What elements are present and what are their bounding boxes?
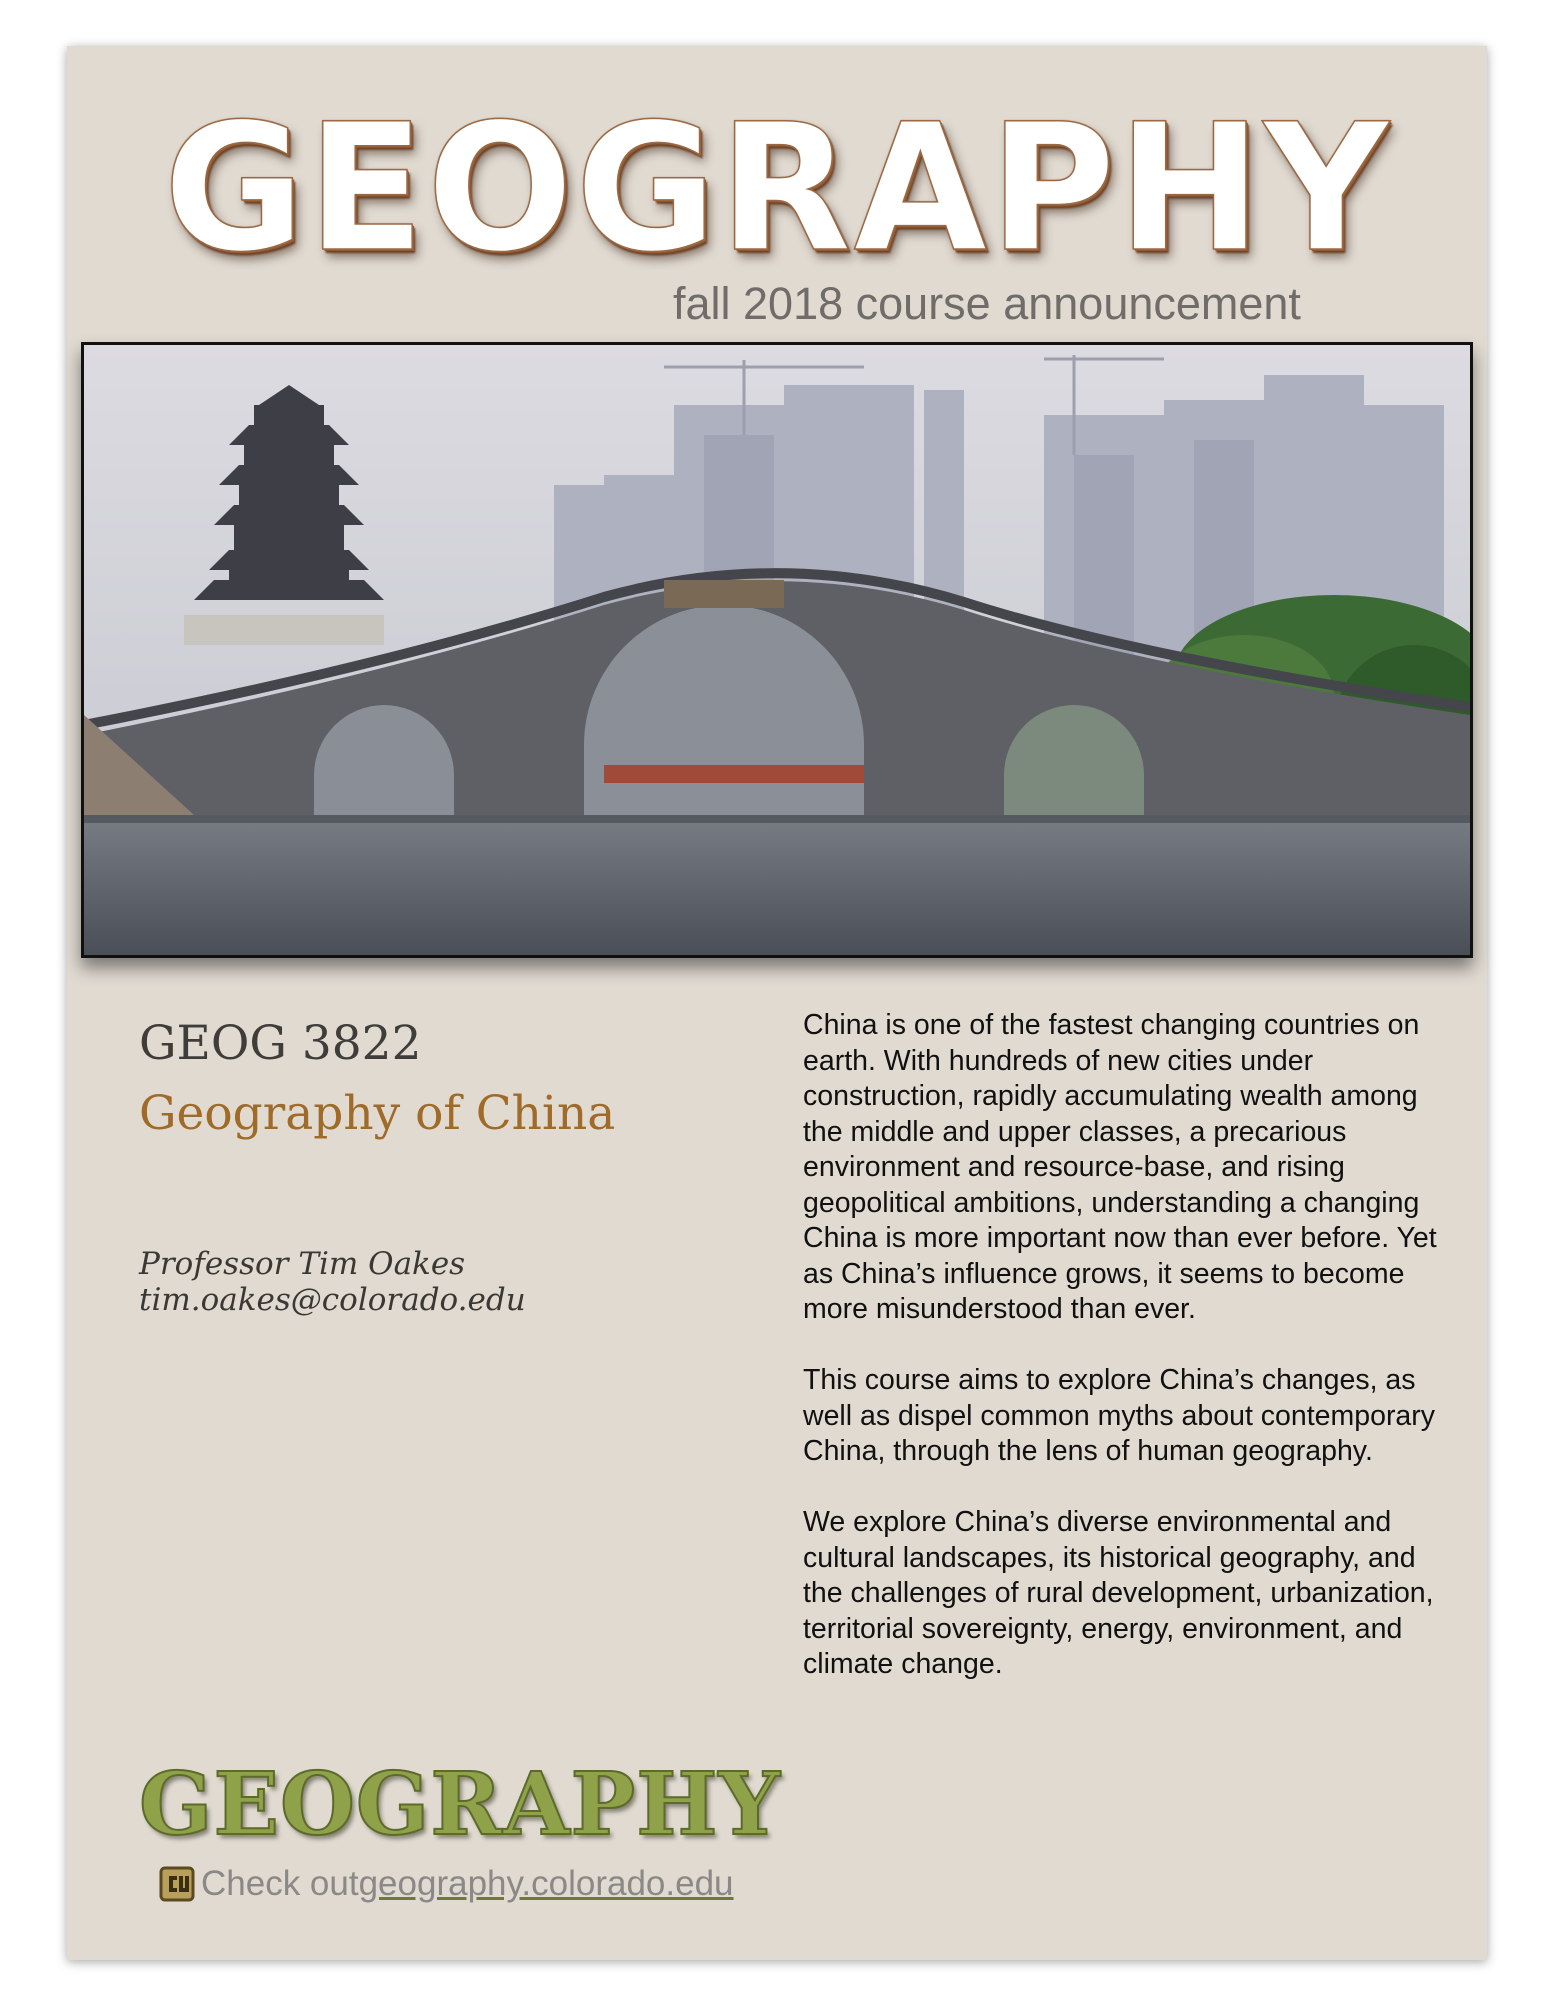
cu-logo-icon [159, 1866, 195, 1902]
instructor-block [139, 1246, 526, 1318]
instructor-name: Professor Tim Oakes [139, 1246, 466, 1282]
description-paragraph: This course aims to explore China’s changes, as well as dispel common myths about contemporary China, through the lens of human geography. [803, 1364, 1436, 1467]
china-bridge-photo [81, 342, 1473, 958]
course-title: Geography of China [139, 1086, 616, 1141]
course-code: GEOG 3822 [139, 1016, 422, 1071]
geography-logo: GEOGRAPHY [139, 1754, 781, 1855]
flyer-page [67, 46, 1487, 1960]
website-link-prefix: Check out [201, 1864, 359, 1903]
description-paragraph: China is one of the fastest changing countries on earth. With hundreds of new cities under construction, rapidly accumulating wealth among the middle and upper classes, a precarious environment and resource-base, and rising geopolitical ambitions, understanding a changing China is more important now than ever before. Yet as China’s influence grows, it seems to become more misunderstood than ever. [803, 1009, 1437, 1325]
masthead-title: GEOGRAPHY [163, 86, 1391, 291]
description-paragraph: We explore China’s diverse environmental and cultural landscapes, its historical geography, and the challenges of rural development, urbanization, territorial sovereignty, energy, environment, and climate change. [803, 1506, 1434, 1680]
course-description [803, 1008, 1443, 1718]
website-link-url[interactable]: geography.colorado.edu [358, 1864, 734, 1903]
announcement-subtitle: fall 2018 course announcement [673, 278, 1301, 329]
website-link[interactable] [159, 1864, 734, 1904]
instructor-email: tim.oakes@colorado.edu [139, 1282, 526, 1318]
